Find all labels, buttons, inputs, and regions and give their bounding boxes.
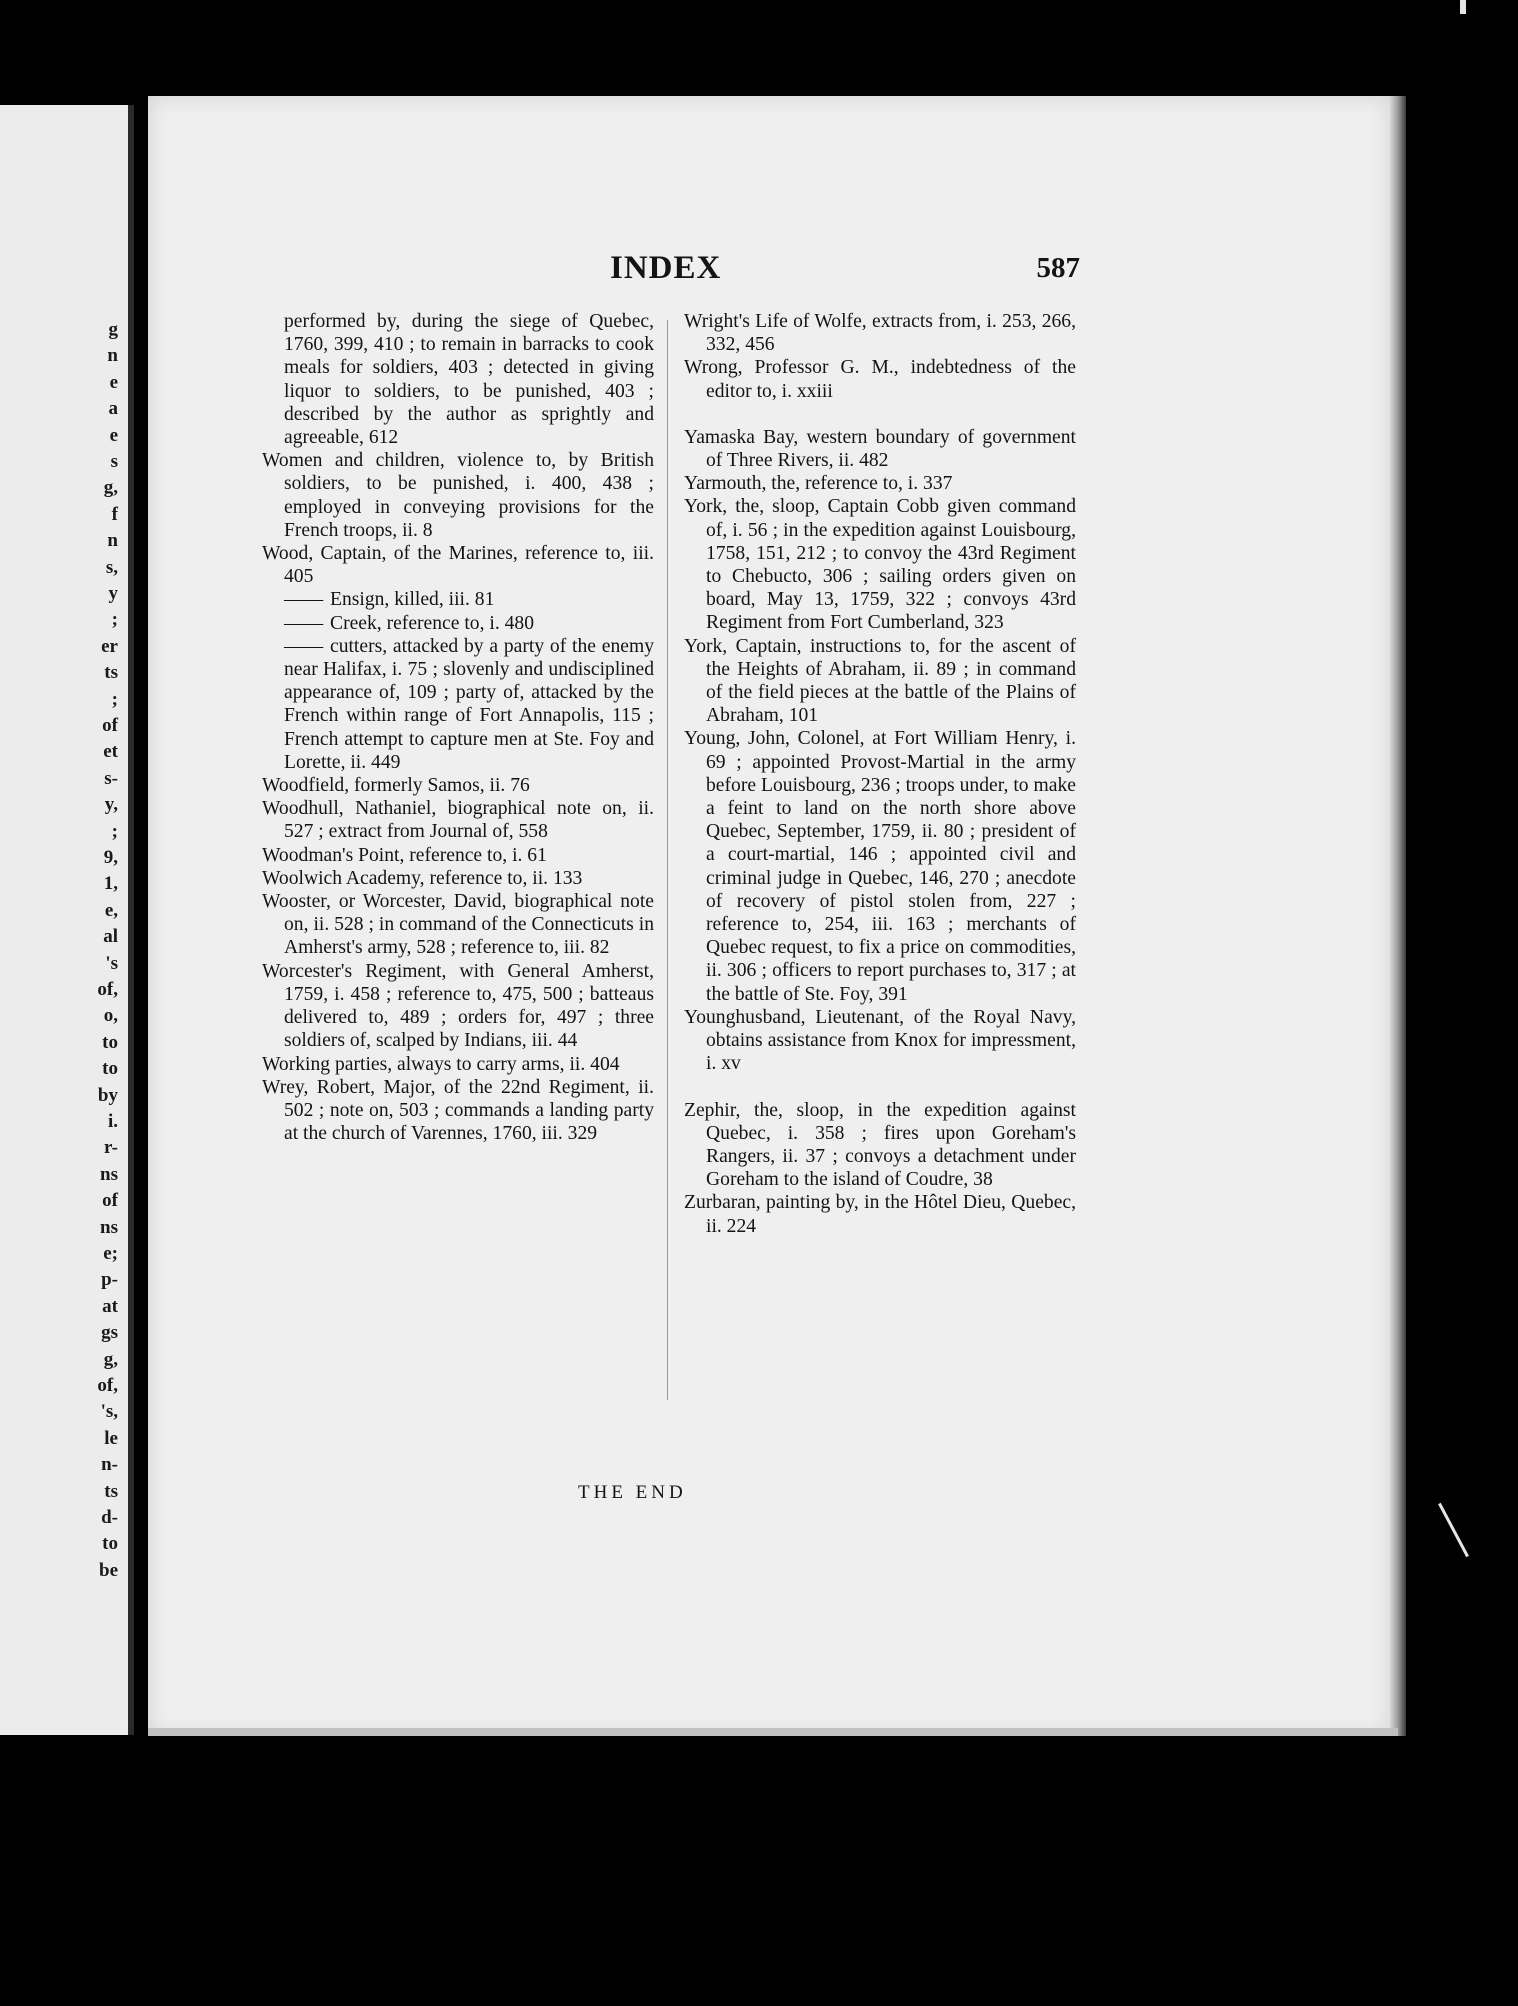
index-entry — [262, 797, 654, 843]
index-entry — [262, 1053, 654, 1076]
index-entry-text: Woodman's Point, reference to, i. 61 — [262, 844, 547, 866]
index-entry — [262, 774, 654, 797]
facing-page-fragment: d- — [101, 1507, 118, 1528]
index-entry-text: Wood, Captain, of the Marines, reference to, iii. 405 — [262, 543, 654, 588]
facing-page-fragment: be — [99, 1559, 118, 1581]
repeat-dash: —— — [284, 635, 324, 657]
index-entry-text: Woodfield, formerly Samos, ii. 76 — [262, 775, 530, 797]
facing-page-fragment: y — [108, 583, 118, 604]
index-entry — [262, 542, 654, 588]
facing-page-fragment: e — [109, 424, 118, 446]
index-entry-text: Yamaska Bay, western boundary of government of Three Rivers, ii. 482 — [684, 426, 1076, 472]
facing-page-fragment: ; — [111, 688, 118, 710]
index-entry — [684, 426, 1076, 472]
index-entry-text: performed by, during the siege of Quebec, 1760, 399, 410 ; to remain in barracks to cook meals for soldiers, 403 ; detected in giving liquor to soldiers, to be punished, 403 ; described by the author as sprightly and agreeable, 612 — [284, 311, 654, 449]
index-entry — [684, 472, 1076, 495]
page-gutter-shadow — [1390, 96, 1406, 1736]
index-entry-text: Zephir, the, sloop, in the expedition against Quebec, i. 358 ; fires upon Goreham's Rangers, ii. 37 ; convoys a detachment under Goreham to the island of Coudre, 38 — [684, 1099, 1076, 1191]
facing-page-fragment: f — [111, 503, 118, 525]
index-entry-text: Wrey, Robert, Major, of the 22nd Regiment, ii. 502 ; note on, 503 ; commands a landing party at the church of Varennes, 1760, iii. 329 — [262, 1076, 654, 1145]
index-entry — [262, 960, 654, 1053]
index-entry — [262, 844, 654, 867]
index-entry — [262, 867, 654, 890]
index-entry-text: cutters, attacked by a party of the enemy near Halifax, i. 75 ; slovenly and undisciplined appearance of, 109 ; party of, attacked by the French within range of Fort Annapolis, 115 ; French attempt to capture men at Ste. Foy and Lorette, ii. 449 — [284, 635, 654, 773]
facing-page-fragment: s- — [104, 767, 118, 789]
facing-page-fragment: y, — [104, 794, 118, 816]
index-entry-text: Wright's Life of Wolfe, extracts from, i. 253, 266, 332, 456 — [684, 311, 1076, 356]
facing-page-fragment: of, — [97, 1375, 118, 1396]
index-entry — [262, 449, 654, 542]
facing-page-fragment: s, — [105, 556, 118, 578]
facing-page-fragment: 9, — [103, 847, 118, 868]
facing-page-fragment: le — [104, 1427, 118, 1449]
index-entry — [684, 635, 1076, 728]
facing-page-fragment: n- — [101, 1454, 118, 1476]
index-entry-text: Yarmouth, the, reference to, i. 337 — [684, 473, 953, 495]
facing-page-fragment: 's, — [100, 1401, 118, 1423]
index-entry-text: York, the, sloop, Captain Cobb given command of, i. 56 ; in the expedition against Louisbourg, 1758, 151, 212 ; to convoy the 43rd Regiment to Chebucto, 306 ; sailing orders given on board, May 13, 1759, 322 ; convoys 43rd Regiment from Fort Cumberland, 323 — [684, 496, 1076, 634]
column-divider — [667, 320, 668, 1400]
facing-page-fragment: r- — [103, 1137, 118, 1159]
facing-page-fragment: o, — [103, 1005, 118, 1027]
facing-page-fragment: to — [102, 1031, 118, 1053]
index-entry-text: Younghusband, Lieutenant, of the Royal Navy, obtains assistance from Knox for impressment, i. xv — [684, 1006, 1076, 1075]
index-entry-text: Women and children, violence to, by British soldiers, to be punished, i. 400, 438 ; employed in conveying provisions for the French troops, ii. 8 — [262, 450, 654, 541]
index-entry — [262, 890, 654, 960]
facing-page-fragment: g — [108, 319, 118, 340]
index-entry — [684, 727, 1076, 1005]
page-number: 587 — [1036, 252, 1080, 284]
index-entry — [262, 1076, 654, 1146]
index-letter-gap — [684, 1076, 1076, 1099]
facing-page-fragment: er — [101, 635, 118, 657]
repeat-dash: —— — [284, 589, 324, 611]
facing-page-fragment: e — [109, 371, 118, 393]
facing-page-fragment: g, — [103, 1348, 118, 1370]
facing-page-fragment: of — [102, 715, 118, 736]
facing-page-fragment: n — [107, 530, 118, 552]
facing-page-fragment: to — [102, 1058, 118, 1080]
facing-page-fragment: al — [103, 926, 118, 948]
facing-page-fragment: at — [102, 1295, 118, 1317]
index-entry-text: York, Captain, instructions to, for the ascent of the Heights of Abraham, ii. 89 ; in command of the field pieces at the battle of the Plains of Abraham, 101 — [684, 635, 1076, 727]
index-entry-text: Wrong, Professor G. M., indebtedness of the editor to, i. xxiii — [684, 357, 1076, 402]
index-entry-text: Worcester's Regiment, with General Amherst, 1759, i. 458 ; reference to, 475, 500 ; batteaus delivered to, 489 ; orders for, 497 ; three soldiers of, scalped by Indians, iii. 44 — [262, 960, 654, 1052]
index-entry — [684, 356, 1076, 402]
facing-page-fragment: ; — [111, 820, 118, 842]
facing-page-fragment: s — [110, 451, 118, 472]
facing-page-fragment: ts — [104, 1480, 118, 1502]
facing-page-fragment: e; — [103, 1243, 118, 1264]
index-entry-text: Creek, reference to, i. 480 — [330, 612, 535, 634]
page-title: INDEX — [610, 250, 722, 286]
facing-page-fragment: ns — [100, 1216, 118, 1238]
repeat-dash: —— — [284, 612, 324, 634]
index-entry-text: Woodhull, Nathaniel, biographical note on, ii. 527 ; extract from Journal of, 558 — [262, 798, 654, 843]
facing-page-fragment: n — [107, 345, 118, 367]
index-entry-text: Working parties, always to carry arms, ii. 404 — [262, 1053, 620, 1075]
facing-page-fragment: ns — [100, 1163, 118, 1185]
facing-page-fragment: g, — [103, 477, 118, 499]
index-entry — [262, 635, 654, 774]
facing-page-fragment: et — [103, 741, 118, 763]
index-entry — [262, 310, 654, 449]
facing-page-fragment: of, — [97, 979, 118, 1000]
index-entry-text: Woolwich Academy, reference to, ii. 133 — [262, 867, 583, 889]
index-entry — [684, 310, 1076, 356]
index-entry — [262, 588, 654, 611]
index-entry — [262, 612, 654, 635]
end-mark: THE END — [578, 1482, 687, 1503]
scan-artifact — [1460, 0, 1466, 14]
index-letter-gap — [684, 403, 1076, 426]
index-column-left — [262, 310, 654, 1145]
index-entry-text: Ensign, killed, iii. 81 — [330, 589, 495, 611]
page-bottom-edge — [148, 1728, 1398, 1736]
index-entry — [684, 1006, 1076, 1076]
facing-page-edge — [0, 105, 134, 1735]
index-entry — [684, 495, 1076, 634]
scan-artifact — [1438, 1503, 1469, 1557]
index-entry — [684, 1099, 1076, 1192]
index-entry — [684, 1191, 1076, 1237]
index-entry-text: Wooster, or Worcester, David, biographical note on, ii. 528 ; in command of the Connecticuts in Amherst's army, 528 ; reference to, iii. 82 — [262, 891, 654, 959]
index-column-right — [684, 310, 1076, 1238]
facing-page-fragment: by — [97, 1084, 118, 1106]
facing-page-fragment: 's — [105, 952, 118, 974]
facing-page-fragment: gs — [101, 1322, 118, 1344]
facing-page-fragment: 1, — [103, 873, 118, 895]
facing-page-fragment: of — [102, 1190, 118, 1212]
facing-page-fragment: i. — [107, 1111, 118, 1132]
facing-page-fragment: to — [102, 1533, 118, 1555]
facing-page-fragment: ts — [104, 662, 118, 684]
index-entry-text: Zurbaran, painting by, in the Hôtel Dieu, Quebec, ii. 224 — [684, 1192, 1076, 1237]
facing-page-fragment: p- — [101, 1269, 118, 1291]
index-entry-text: Young, John, Colonel, at Fort William Henry, i. 69 ; appointed Provost-Martial in the army before Louisbourg, 236 ; troops under, to make a feint to land on the north shore above Quebec, September, 1759, ii. 80 ; president of a court-martial, 146 ; appointed civil and criminal judge in Quebec, 146, 270 ; anecdote of recovery of pistol stolen from, 227 ; reference to, 254, iii. 163 ; merchants of Quebec request, to fix a price on commodities, ii. 306 ; officers to report purchases to, 317 ; at the battle of Ste. Foy, 391 — [684, 728, 1076, 1005]
facing-page-fragment: ; — [111, 609, 118, 631]
facing-page-fragment: e, — [104, 899, 118, 921]
facing-page-fragment: a — [108, 398, 118, 420]
